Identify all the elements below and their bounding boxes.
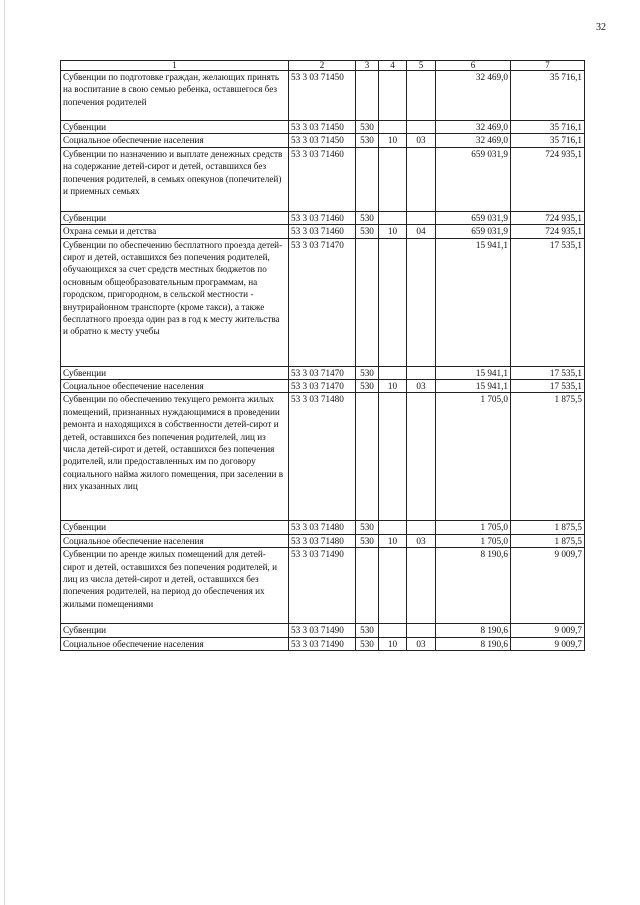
cell-value-col7: 9 009,7 — [511, 548, 585, 624]
cell-value-col7: 724 935,1 — [511, 147, 585, 211]
cell-col4 — [379, 624, 407, 637]
table-row — [61, 624, 585, 637]
table-row — [61, 211, 585, 224]
cell-value-col7: 724 935,1 — [511, 225, 585, 238]
cell-col4 — [379, 147, 407, 211]
cell-col5 — [407, 548, 436, 624]
cell-value-col6: 15 941,1 — [436, 366, 511, 379]
header-col-6: 6 — [436, 61, 511, 71]
cell-value-col6: 1 705,0 — [436, 521, 511, 534]
cell-name: Социальное обеспечение населения — [61, 534, 289, 547]
cell-col5: 03 — [407, 637, 436, 650]
header-col-2: 2 — [289, 61, 356, 71]
cell-col4: 10 — [379, 637, 407, 650]
cell-col3: 530 — [356, 366, 379, 379]
cell-col4: 10 — [379, 225, 407, 238]
cell-col4 — [379, 238, 407, 366]
cell-code: 53 3 03 71470 — [289, 380, 356, 393]
cell-code: 53 3 03 71460 — [289, 147, 356, 211]
cell-name: Субвенции — [61, 366, 289, 379]
cell-code: 53 3 03 71480 — [289, 393, 356, 521]
cell-value-col7: 9 009,7 — [511, 637, 585, 650]
cell-col5 — [407, 521, 436, 534]
cell-value-col7: 1 875,5 — [511, 393, 585, 521]
cell-name: Субвенции — [61, 211, 289, 224]
cell-value-col7: 9 009,7 — [511, 624, 585, 637]
cell-col5 — [407, 211, 436, 224]
cell-value-col6: 1 705,0 — [436, 534, 511, 547]
cell-col4 — [379, 211, 407, 224]
cell-col3: 530 — [356, 637, 379, 650]
cell-col3: 530 — [356, 521, 379, 534]
table-row — [61, 225, 585, 238]
cell-value-col6: 8 190,6 — [436, 548, 511, 624]
cell-col3: 530 — [356, 624, 379, 637]
header-col-1: 1 — [61, 61, 289, 71]
header-col-4: 4 — [379, 61, 407, 71]
table-row — [61, 134, 585, 147]
table-row — [61, 147, 585, 211]
cell-value-col7: 35 716,1 — [511, 134, 585, 147]
cell-col4 — [379, 521, 407, 534]
cell-col3: 530 — [356, 380, 379, 393]
cell-value-col6: 1 705,0 — [436, 393, 511, 521]
cell-value-col6: 15 941,1 — [436, 238, 511, 366]
cell-col4 — [379, 71, 407, 121]
cell-col5 — [407, 393, 436, 521]
cell-col5: 03 — [407, 534, 436, 547]
cell-col5 — [407, 624, 436, 637]
cell-col5 — [407, 71, 436, 121]
cell-col5: 03 — [407, 380, 436, 393]
cell-name: Субвенции — [61, 121, 289, 134]
cell-value-col6: 32 469,0 — [436, 71, 511, 121]
table-row — [61, 121, 585, 134]
cell-value-col7: 35 716,1 — [511, 121, 585, 134]
cell-code: 53 3 03 71470 — [289, 238, 356, 366]
cell-col4 — [379, 366, 407, 379]
cell-value-col7: 724 935,1 — [511, 211, 585, 224]
cell-name: Субвенции по обеспечению бесплатного проезда детей-сирот и детей, оставшихся без попечения родителей, обучающихся за счет средств местных бюджетов по основным общеобразовательным программам, на городском, пригородном, в сельской местности - внутрирайонном транспорте (кроме такси), а также бесплатного проезда один раз в год к месту жительства и обратно к месту учебы — [61, 238, 289, 366]
cell-name: Субвенции — [61, 624, 289, 637]
cell-code: 53 3 03 71450 — [289, 71, 356, 121]
cell-name: Социальное обеспечение населения — [61, 637, 289, 650]
cell-value-col7: 17 535,1 — [511, 380, 585, 393]
cell-col4 — [379, 121, 407, 134]
table-row — [61, 238, 585, 366]
cell-code: 53 3 03 71460 — [289, 225, 356, 238]
table-header-row — [61, 61, 585, 71]
cell-name: Социальное обеспечение населения — [61, 380, 289, 393]
cell-col5 — [407, 238, 436, 366]
budget-table — [60, 60, 585, 651]
cell-name: Субвенции по подготовке граждан, желающих принять на воспитание в свою семью ребенка, оставшегося без попечения родителей — [61, 71, 289, 121]
cell-value-col6: 659 031,9 — [436, 211, 511, 224]
cell-col3 — [356, 393, 379, 521]
cell-col4 — [379, 393, 407, 521]
cell-code: 53 3 03 71470 — [289, 366, 356, 379]
cell-code: 53 3 03 71490 — [289, 548, 356, 624]
table-row — [61, 393, 585, 521]
cell-code: 53 3 03 71480 — [289, 534, 356, 547]
cell-col5 — [407, 121, 436, 134]
table-row — [61, 637, 585, 650]
cell-code: 53 3 03 71490 — [289, 624, 356, 637]
cell-code: 53 3 03 71460 — [289, 211, 356, 224]
cell-value-col6: 15 941,1 — [436, 380, 511, 393]
cell-col4: 10 — [379, 534, 407, 547]
cell-value-col7: 35 716,1 — [511, 71, 585, 121]
header-col-5: 5 — [407, 61, 436, 71]
cell-code: 53 3 03 71450 — [289, 121, 356, 134]
cell-col3: 530 — [356, 211, 379, 224]
cell-col4: 10 — [379, 134, 407, 147]
cell-value-col7: 1 875,5 — [511, 534, 585, 547]
cell-col3 — [356, 238, 379, 366]
cell-value-col6: 659 031,9 — [436, 147, 511, 211]
cell-code: 53 3 03 71480 — [289, 521, 356, 534]
cell-col5: 04 — [407, 225, 436, 238]
cell-value-col6: 8 190,6 — [436, 624, 511, 637]
table-row — [61, 534, 585, 547]
cell-value-col7: 1 875,5 — [511, 521, 585, 534]
table-row — [61, 521, 585, 534]
cell-name: Субвенции по назначению и выплате денежных средств на содержание детей-сирот и детей, оставшихся без попечения родителей, в семьях опекунов (попечителей) и приемных семьях — [61, 147, 289, 211]
header-col-7: 7 — [511, 61, 585, 71]
cell-col5 — [407, 147, 436, 211]
table-row — [61, 366, 585, 379]
cell-value-col7: 17 535,1 — [511, 366, 585, 379]
cell-col3 — [356, 548, 379, 624]
cell-value-col6: 8 190,6 — [436, 637, 511, 650]
cell-name: Субвенции по аренде жилых помещений для детей-сирот и детей, оставшихся без попечения родителей, и лиц из числа детей-сирот и детей, оставшихся без попечения родителей, на период до обеспечения их жилыми помещениями — [61, 548, 289, 624]
cell-value-col7: 17 535,1 — [511, 238, 585, 366]
cell-col3: 530 — [356, 121, 379, 134]
cell-value-col6: 32 469,0 — [436, 134, 511, 147]
cell-value-col6: 32 469,0 — [436, 121, 511, 134]
cell-col3 — [356, 147, 379, 211]
cell-col3: 530 — [356, 534, 379, 547]
cell-name: Социальное обеспечение населения — [61, 134, 289, 147]
cell-col3 — [356, 71, 379, 121]
cell-col3: 530 — [356, 134, 379, 147]
cell-value-col6: 659 031,9 — [436, 225, 511, 238]
scan-edge-line — [4, 0, 5, 905]
cell-name: Охрана семьи и детства — [61, 225, 289, 238]
cell-col5 — [407, 366, 436, 379]
table-row — [61, 380, 585, 393]
cell-col4 — [379, 548, 407, 624]
cell-code: 53 3 03 71490 — [289, 637, 356, 650]
page-number: 32 — [596, 22, 606, 33]
table-row — [61, 548, 585, 624]
cell-code: 53 3 03 71450 — [289, 134, 356, 147]
cell-name: Субвенции — [61, 521, 289, 534]
cell-name: Субвенции по обеспечению текущего ремонта жилых помещений, признанных нуждающимися в проведении ремонта и находящихся в собственности детей-сирот и детей, оставшихся без попечения родителей, лиц из числа детей-сирот и детей, оставшихся без попечения родителей, или предоставленных им по договору социального найма жилого помещения, при заселении в них указанных лиц — [61, 393, 289, 521]
cell-col4: 10 — [379, 380, 407, 393]
header-col-3: 3 — [356, 61, 379, 71]
cell-col3: 530 — [356, 225, 379, 238]
table-row — [61, 71, 585, 121]
cell-col5: 03 — [407, 134, 436, 147]
